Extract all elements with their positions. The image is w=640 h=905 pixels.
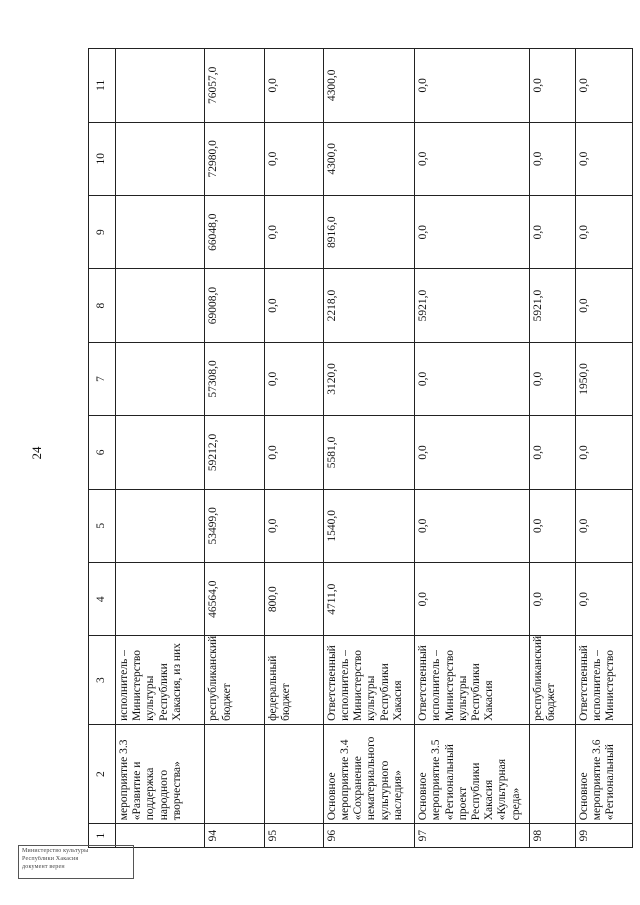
row-number: 99 <box>575 824 632 848</box>
value-cell: 0,0 <box>264 489 323 562</box>
value-cell: 0,0 <box>415 489 530 562</box>
activity-cell: Основное мероприятие 3.4 «Сохранение нематериального культурного наследия» <box>323 724 414 823</box>
value-cell: 0,0 <box>530 562 576 635</box>
page-number: 24 <box>29 446 44 460</box>
table-row <box>575 49 632 848</box>
source-cell: федеральный бюджет <box>264 636 323 725</box>
value-cell: 0,0 <box>415 49 530 123</box>
value-cell: 1950,0 <box>575 342 632 415</box>
value-cell: 0,0 <box>575 122 632 195</box>
activity-cell <box>530 724 576 823</box>
value-cell: 0,0 <box>264 49 323 123</box>
header-cell: 3 <box>89 636 116 725</box>
table-row <box>116 49 205 848</box>
budget-table-rotated <box>88 48 633 848</box>
value-cell: 0,0 <box>530 49 576 123</box>
value-cell: 5921,0 <box>530 269 576 342</box>
value-cell: 0,0 <box>530 195 576 268</box>
value-cell: 8916,0 <box>323 195 414 268</box>
source-cell: республиканский бюджет <box>530 636 576 725</box>
value-cell: 0,0 <box>575 195 632 268</box>
row-number: 97 <box>415 824 530 848</box>
value-cell: 0,0 <box>575 416 632 489</box>
value-cell <box>116 122 205 195</box>
table-row <box>264 49 323 848</box>
activity-cell: Основное мероприятие 3.6 «Региональный <box>575 724 632 823</box>
header-cell: 10 <box>89 122 116 195</box>
stamp-line: документ верен <box>22 863 65 870</box>
value-cell: 0,0 <box>575 489 632 562</box>
value-cell: 0,0 <box>415 195 530 268</box>
value-cell: 0,0 <box>264 342 323 415</box>
table-row <box>415 49 530 848</box>
value-cell <box>116 489 205 562</box>
row-number: 94 <box>205 824 264 848</box>
stamp-line: Республики Хакасия <box>22 855 79 862</box>
value-cell: 0,0 <box>415 122 530 195</box>
activity-cell <box>264 724 323 823</box>
row-number: 96 <box>323 824 414 848</box>
value-cell: 0,0 <box>264 122 323 195</box>
activity-cell: Основное мероприятие 3.5 «Региональный проект Республики Хакасия «Культурная среда» <box>415 724 530 823</box>
budget-table <box>88 48 633 848</box>
value-cell: 0,0 <box>530 122 576 195</box>
header-row <box>89 49 116 848</box>
certification-stamp <box>18 845 134 879</box>
value-cell <box>116 269 205 342</box>
header-cell: 5 <box>89 489 116 562</box>
value-cell: 3120,0 <box>323 342 414 415</box>
table-row <box>530 49 576 848</box>
value-cell: 0,0 <box>264 416 323 489</box>
activity-cell <box>205 724 264 823</box>
value-cell: 76057,0 <box>205 49 264 123</box>
value-cell: 0,0 <box>415 342 530 415</box>
value-cell: 0,0 <box>415 562 530 635</box>
header-cell: 7 <box>89 342 116 415</box>
header-cell: 1 <box>89 824 116 848</box>
header-cell: 4 <box>89 562 116 635</box>
value-cell: 0,0 <box>575 269 632 342</box>
value-cell <box>116 49 205 123</box>
value-cell: 69008,0 <box>205 269 264 342</box>
header-cell: 8 <box>89 269 116 342</box>
value-cell: 4300,0 <box>323 49 414 123</box>
table-row <box>205 49 264 848</box>
value-cell: 0,0 <box>575 49 632 123</box>
value-cell: 1540,0 <box>323 489 414 562</box>
source-cell: Ответственный исполнитель – Министерство <box>575 636 632 725</box>
value-cell: 5581,0 <box>323 416 414 489</box>
value-cell <box>116 342 205 415</box>
value-cell: 0,0 <box>264 195 323 268</box>
value-cell: 0,0 <box>530 489 576 562</box>
value-cell: 4711,0 <box>323 562 414 635</box>
header-cell: 11 <box>89 49 116 123</box>
header-cell: 6 <box>89 416 116 489</box>
value-cell: 0,0 <box>530 416 576 489</box>
row-number <box>116 824 205 848</box>
value-cell: 57308,0 <box>205 342 264 415</box>
value-cell: 0,0 <box>264 269 323 342</box>
value-cell: 59212,0 <box>205 416 264 489</box>
value-cell: 0,0 <box>415 416 530 489</box>
row-number: 98 <box>530 824 576 848</box>
activity-cell: мероприятие 3.3 «Развитие и поддержка народного творчества» <box>116 724 205 823</box>
value-cell: 53499,0 <box>205 489 264 562</box>
value-cell: 72980,0 <box>205 122 264 195</box>
source-cell: Ответственный исполнитель – Министерство культуры Республики Хакасия <box>323 636 414 725</box>
value-cell: 0,0 <box>530 342 576 415</box>
source-cell: Ответственный исполнитель – Министерство культуры Республики Хакасия <box>415 636 530 725</box>
value-cell <box>116 195 205 268</box>
value-cell: 5921,0 <box>415 269 530 342</box>
source-cell: республиканский бюджет <box>205 636 264 725</box>
table-row <box>323 49 414 848</box>
row-number: 95 <box>264 824 323 848</box>
value-cell: 4300,0 <box>323 122 414 195</box>
value-cell <box>116 562 205 635</box>
value-cell: 800,0 <box>264 562 323 635</box>
source-cell: исполнитель – Министерство культуры Республики Хакасия, из них <box>116 636 205 725</box>
value-cell: 0,0 <box>575 562 632 635</box>
value-cell: 66048,0 <box>205 195 264 268</box>
stamp-line: Министерство культуры <box>22 848 89 854</box>
value-cell <box>116 416 205 489</box>
header-cell: 2 <box>89 724 116 823</box>
value-cell: 46564,0 <box>205 562 264 635</box>
value-cell: 2218,0 <box>323 269 414 342</box>
header-cell: 9 <box>89 195 116 268</box>
